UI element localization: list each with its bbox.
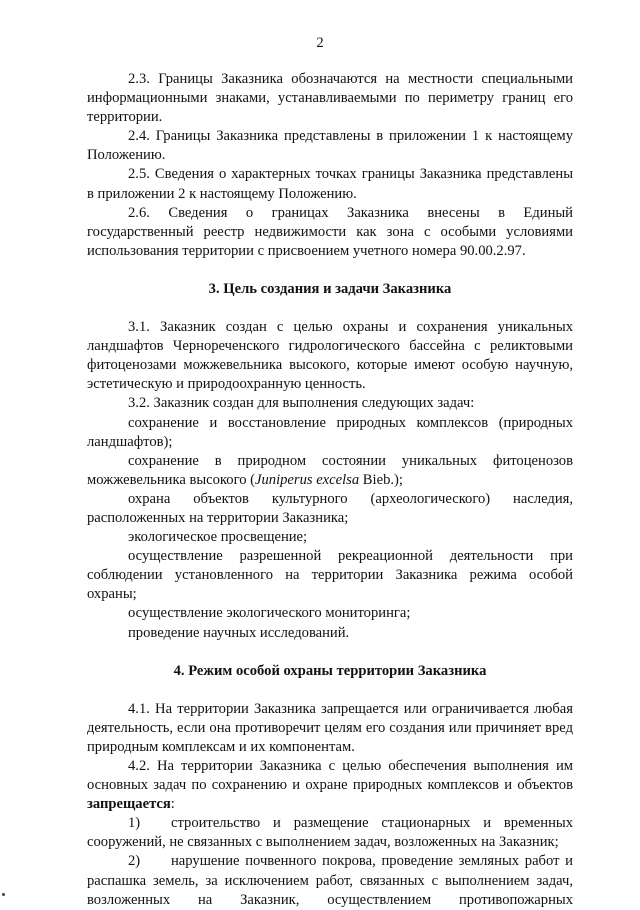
paragraph-3-2: 3.2. Заказник создан для выполнения следующих задач: (128, 395, 475, 412)
paragraph-2-4: 2.4. Границы Заказника представлены в приложении 1 к настоящему Положению. (87, 128, 573, 164)
prohibition-item-2 (87, 852, 573, 890)
item-number: 2) (128, 853, 141, 870)
paragraph-3-1: 3.1. Заказник создан с целью охраны и сохранения уникальных ландшафтов Чернореченского гидрологического бассейна с реликтовыми фитоценозами можжевельника высокого, которые имеют особую научную, эстетическую и природоохранную ценность. (87, 319, 573, 393)
task-item: осуществление разрешенной рекреационной деятельности при соблюдении установленного на территории Заказника режима особой охраны; (87, 548, 573, 603)
task-item: экологическое просвещение; (128, 529, 308, 546)
paragraph-4-2 (87, 757, 573, 814)
item-text: строительство и размещение стационарных и временных сооружений, не связанных с выполнением задач, возложенных на Заказник; (87, 815, 573, 851)
paragraph-4-2-text: 4.2. На территории Заказника с целью обеспечения выполнения им основных задач по сохранению и охране природных комплексов и объектов (87, 758, 573, 794)
task-text-end: Bieb.); (359, 471, 403, 488)
paragraph-4-2-colon: : (170, 796, 175, 813)
task-item: осуществление экологического мониторинга; (128, 605, 411, 622)
item-text: нарушение почвенного покрова, проведение земляных работ и распашка земель, за исключением работ, связанных с выполнением задач, (87, 853, 573, 889)
paragraph-2-3: 2.3. Границы Заказника обозначаются на местности специальными информационными знаками, устанавливаемыми по периметру границ его территории. (87, 71, 573, 126)
item-number: 1) (128, 815, 141, 832)
latin-species-name: Juniperus excelsa (255, 471, 360, 488)
task-item: охрана объектов культурного (археологического) наследия, расположенных на территории Заказника; (87, 490, 573, 526)
paragraph-2-6: 2.6. Сведения о границах Заказника внесены в Единый государственный реестр недвижимости как зона с особыми условиями использования территории с присвоением учетного номера 90.00.2.97. (87, 204, 573, 259)
section-3-heading: 3. Цель создания и задачи Заказника (208, 280, 452, 297)
section-4-heading: 4. Режим особой охраны территории Заказника (173, 662, 487, 679)
task-text: сохранение в природном состоянии уникальных фитоценозов можжевельника высокого ( (87, 452, 573, 488)
scan-speck (2, 893, 5, 896)
paragraph-2-5: 2.5. Сведения о характерных точках границы Заказника представлены в приложении 2 к настоящему Положению. (87, 166, 573, 202)
task-item: сохранение и восстановление природных комплексов (природных ландшафтов); (87, 414, 573, 450)
prohibition-item-1 (87, 814, 573, 852)
prohibited-keyword: запрещается (87, 796, 171, 813)
prohibition-item-2-continued: возложенных на Заказник, осуществлением противопожарных (87, 891, 573, 908)
document-body (87, 70, 573, 910)
page-number: 2 (316, 35, 324, 51)
paragraph-4-1: 4.1. На территории Заказника запрещается или ограничивается любая деятельность, если она противоречит целям его создания или причиняет вред природным комплексам и их компонентам. (87, 700, 573, 755)
task-item (87, 452, 573, 490)
task-item: проведение научных исследований. (128, 624, 350, 641)
